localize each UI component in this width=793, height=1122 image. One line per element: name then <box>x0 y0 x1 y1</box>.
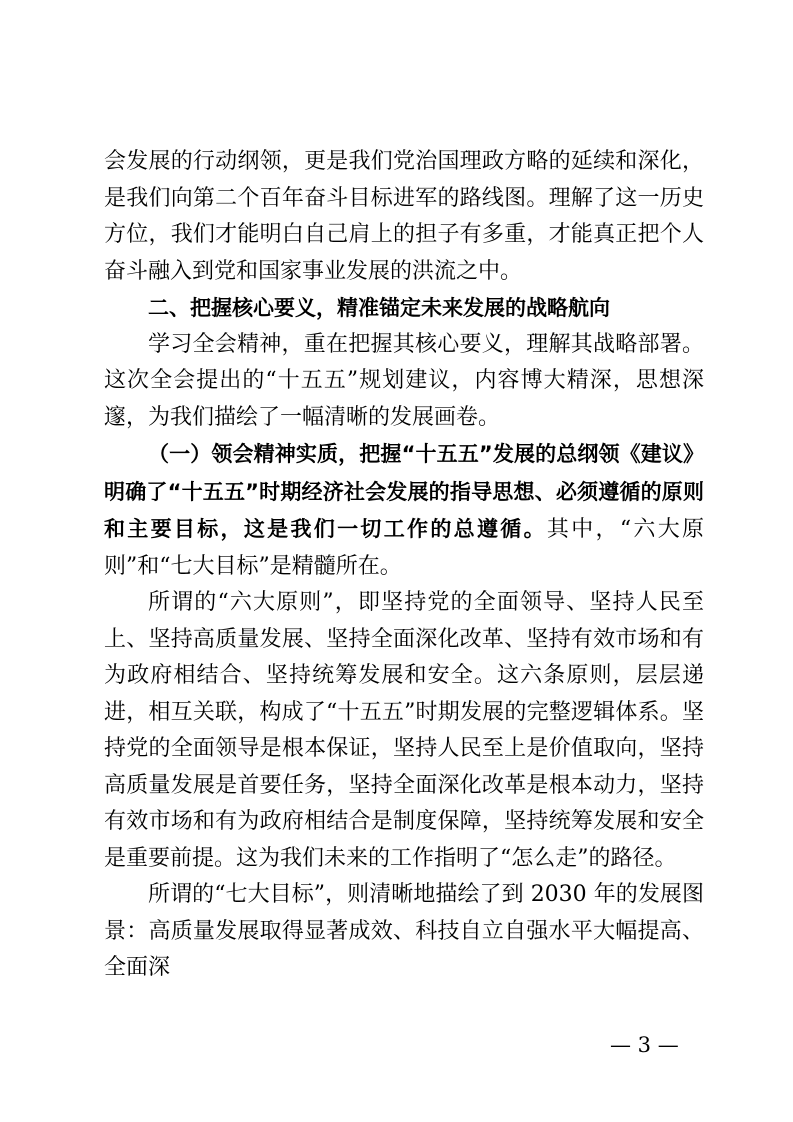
paragraph-six-principles: 所谓的“六大原则”，即坚持党的全面领导、坚持人民至上、坚持高质量发展、坚持全面深化改革、坚持有效市场和有为政府相结合、坚持统筹发展和安全。这六条原则，层层递进，相互关联，构成了“十五五”时期发展的完整逻辑体系。坚持党的全面领导是根本保证，坚持人民至上是价值取向，坚持高质量发展是首要任务，坚持全面深化改革是根本动力，坚持有效市场和有为政府相结合是制度保障，坚持统筹发展和安全是重要前提。这为我们未来的工作指明了“怎么走”的路径。 <box>104 590 704 871</box>
paragraph-seven-goals: 所谓的“七大目标”，则清晰地描绘了到 2030 年的发展图景：高质量发展取得显著成效、科技自立自强水平大幅提高、全面深 <box>104 882 704 980</box>
subsection-heading: （一）领会精神实质，把握“十五五”发展的总纲领《建议》明确了“十五五”时期经济社会发展的指导思想、必须遵循的原则和主要目标，这是我们一切工作的总遵循。 <box>104 442 704 541</box>
document-body <box>104 144 704 987</box>
section-heading: 二、把握核心要义，精准锚定未来发展的战略航向 <box>148 296 610 320</box>
paragraph-subsection-one <box>104 436 704 585</box>
page-number: — 3 — <box>610 1033 679 1057</box>
paragraph-continuation: 会发展的行动纲领，更是我们党治国理政方略的延续和深化，是我们向第二个百年奋斗目标进军的路线图。理解了这一历史方位，我们才能明白自己肩上的担子有多重，才能真正把个人奋斗融入到党和国家事业发展的洪流之中。 <box>104 149 704 284</box>
subsection-text: 其中，“六大原则”和“七大目标”是精髓所在。 <box>104 517 704 579</box>
paragraph-intro: 学习全会精神，重在把握其核心要义，理解其战略部署。这次全会提出的“十五五”规划建议，内容博大精深，思想深邃，为我们描绘了一幅清晰的发展画卷。 <box>104 331 704 430</box>
